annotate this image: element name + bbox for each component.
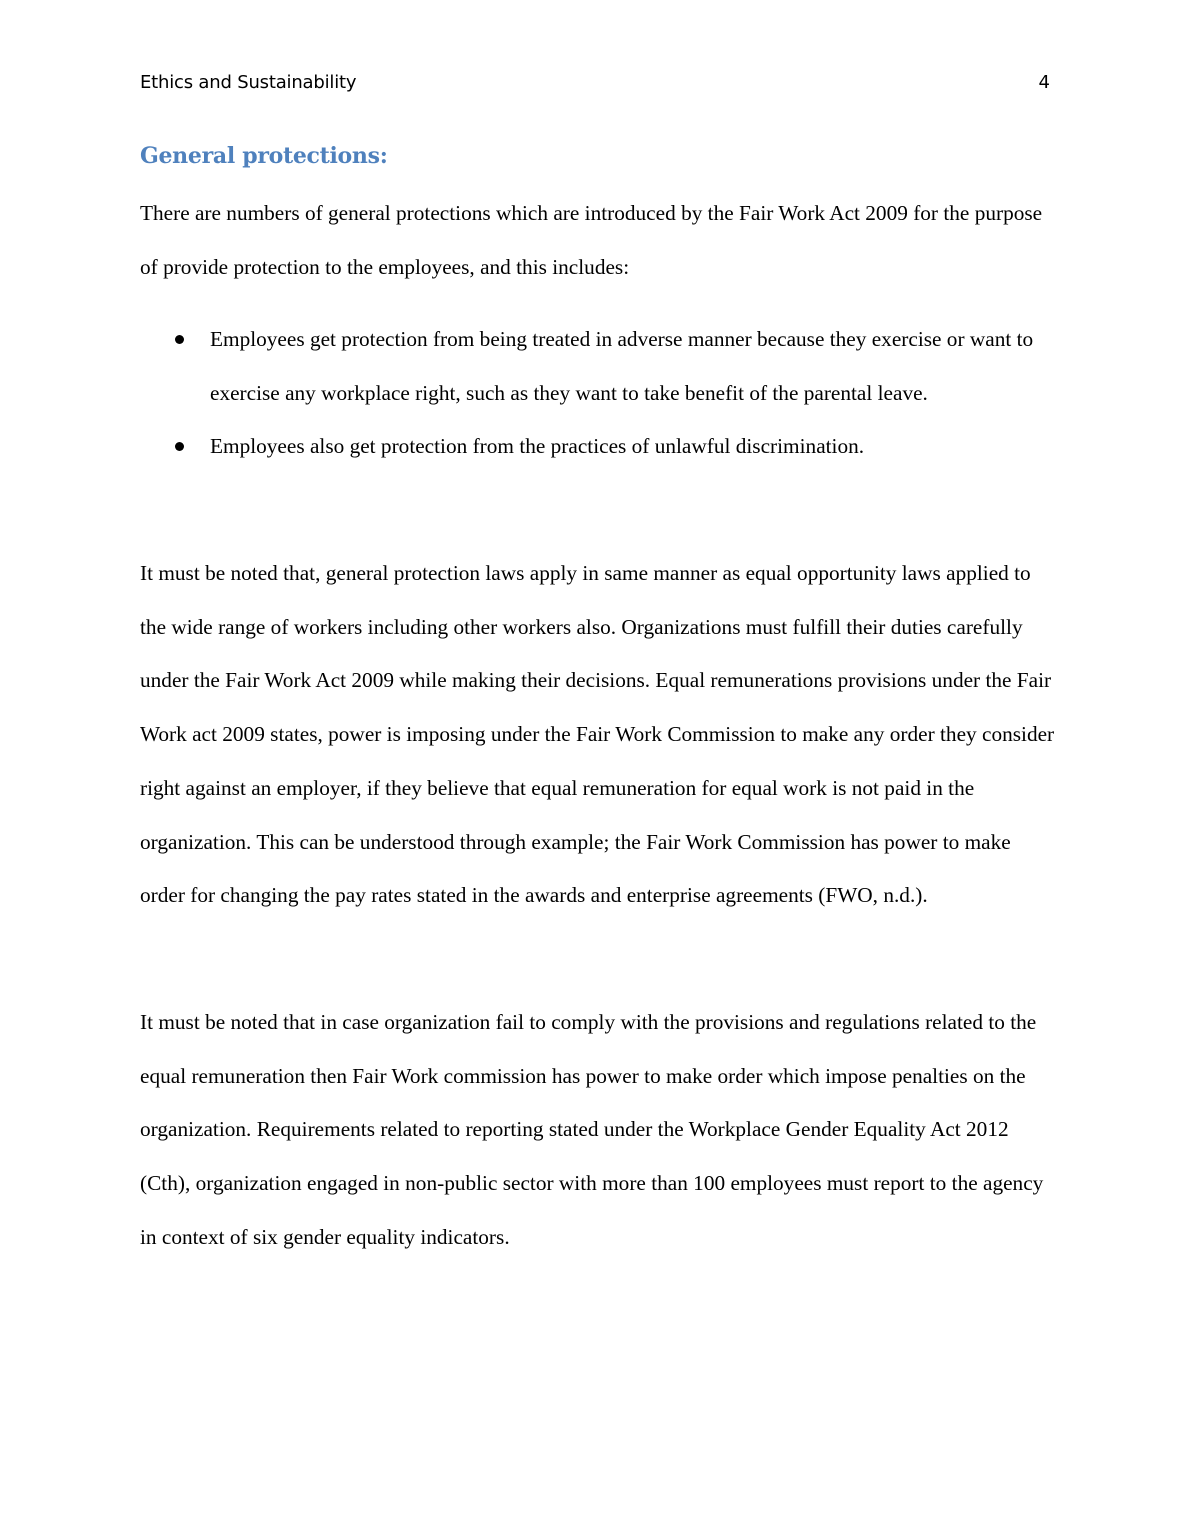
list-item: [140, 313, 1055, 420]
bullet-icon: [175, 442, 184, 451]
bullet-icon: [175, 335, 184, 344]
page-number: 4: [1038, 72, 1050, 93]
protections-list: [140, 313, 1055, 474]
body-paragraph: It must be noted that in case organization fail to comply with the provisions and regulations related to the equal remuneration then Fair Work commission has power to make order which impose penalties on the organization. Requirements related to reporting stated under the Workplace Gender Equality Act 2012 (Cth), organization engaged in non-public sector with more than 100 employees must report to the agency in context of six gender equality indicators.: [140, 1010, 1044, 1249]
body-paragraph: It must be noted that, general protection laws apply in same manner as equal opportunity laws applied to the wide range of workers including other workers also. Organizations must fulfill their duties carefully under the Fair Work Act 2009 while making their decisions. Equal remunerations provisions under the Fair Work act 2009 states, power is imposing under the Fair Work Commission to make any order they consider right against an employer, if they believe that equal remuneration for equal work is not paid in the organization. This can be understood through example; the Fair Work Commission has power to make order for changing the pay rates stated in the awards and enterprise agreements (FWO, n.d.).: [140, 561, 1055, 908]
section-heading: General protections:: [140, 143, 388, 169]
list-item-text: Employees also get protection from the practices of unlawful discrimination.: [210, 434, 865, 459]
list-item: [140, 420, 1055, 474]
intro-paragraph: There are numbers of general protections which are introduced by the Fair Work Act 2009 for the purpose of provide protection to the employees, and this includes:: [140, 201, 1043, 279]
running-header-title: Ethics and Sustainability: [140, 72, 357, 93]
list-item-text: Employees get protection from being treated in adverse manner because they exercise or want to exercise any workplace right, such as they want to take benefit of the parental leave.: [210, 327, 1034, 405]
